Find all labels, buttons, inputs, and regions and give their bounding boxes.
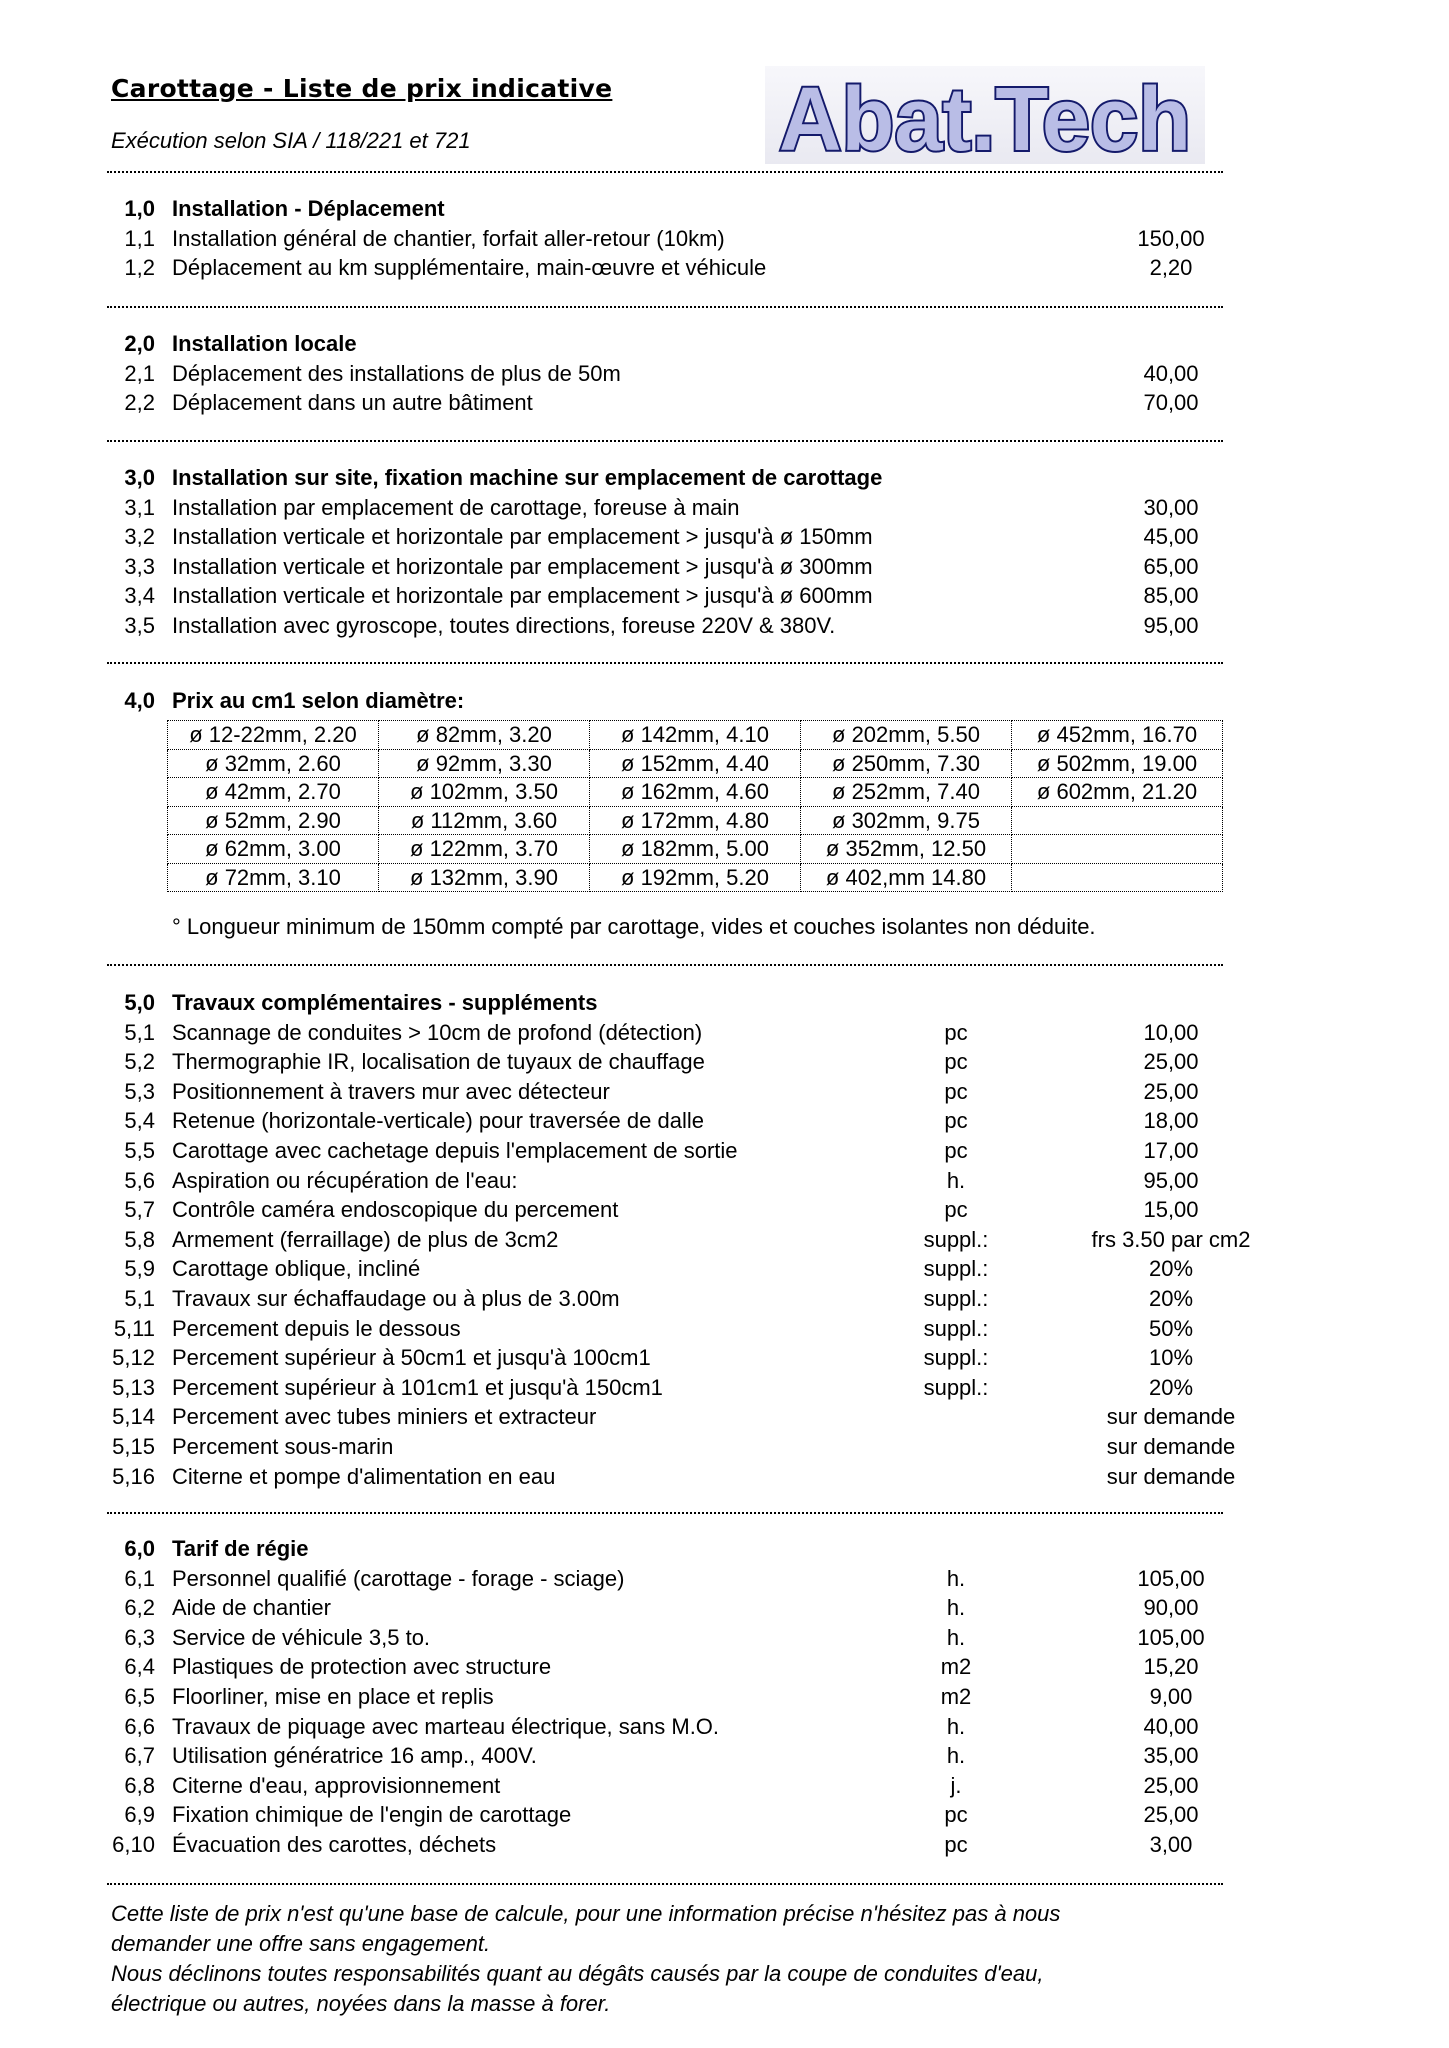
item-description: Plastiques de protection avec structure [172, 1654, 552, 1680]
section-prix-diametre [111, 686, 1223, 716]
price-row [111, 1432, 1236, 1462]
item-number: 5,6 [124, 1167, 155, 1193]
item-description: Déplacement au km supplémentaire, main-œuvre et véhicule [172, 255, 767, 281]
item-unit: pc [944, 1197, 968, 1223]
item-description: Aide de chantier [172, 1595, 331, 1621]
item-price: sur demande [1106, 1404, 1236, 1430]
item-price: 25,00 [1143, 1772, 1199, 1798]
item-unit: h. [946, 1624, 966, 1650]
item-number: 3,3 [124, 553, 155, 579]
item-price: 85,00 [1143, 583, 1199, 609]
item-unit: h. [946, 1565, 966, 1591]
section-heading: 3,0 Installation sur site, fixation machine sur emplacement de carottage [124, 465, 883, 490]
table-cell: ø 62mm, 3.00 [168, 835, 379, 864]
item-number: 6,2 [124, 1595, 155, 1621]
price-row [111, 581, 1223, 611]
item-price: 70,00 [1143, 390, 1199, 416]
item-unit: suppl.: [923, 1256, 989, 1282]
table-cell [1012, 835, 1223, 864]
item-number: 6,4 [124, 1654, 155, 1680]
table-cell: ø 602mm, 21.20 [1012, 778, 1223, 807]
price-row [111, 1077, 1223, 1107]
table-cell [1012, 806, 1223, 835]
price-row [111, 611, 1223, 641]
page-subtitle: Exécution selon SIA / 118/221 et 721 [111, 128, 471, 153]
item-description: Travaux de piquage avec marteau électrique, sans M.O. [172, 1713, 720, 1739]
divider [107, 1883, 1223, 1885]
item-unit: pc [944, 1019, 968, 1045]
table-cell [1012, 863, 1223, 892]
price-row [111, 1136, 1223, 1166]
item-description: Fixation chimique de l'engin de carottage [172, 1802, 572, 1828]
item-number: 5,9 [124, 1256, 155, 1282]
item-price: 105,00 [1137, 1565, 1205, 1591]
item-number: 5,15 [112, 1433, 155, 1459]
item-unit: h. [946, 1167, 966, 1193]
price-row [111, 522, 1223, 552]
item-unit: pc [944, 1831, 968, 1857]
section-installation-site [111, 463, 1223, 641]
item-description: Contrôle caméra endoscopique du percement [172, 1197, 619, 1223]
price-row [111, 1106, 1223, 1136]
item-number: 2,2 [124, 390, 155, 416]
table-cell: ø 92mm, 3.30 [379, 749, 590, 778]
item-description: Déplacement des installations de plus de 50m [172, 360, 621, 386]
table-row [168, 863, 1223, 892]
item-unit: suppl.: [923, 1226, 989, 1252]
section-installation-deplacement [111, 194, 1223, 283]
item-price: 25,00 [1143, 1049, 1199, 1075]
price-row [111, 224, 1223, 254]
table-cell: ø 192mm, 5.20 [590, 863, 801, 892]
price-row [111, 1593, 1223, 1623]
divider [107, 440, 1223, 442]
item-unit: suppl.: [923, 1315, 989, 1341]
item-unit: suppl.: [923, 1345, 989, 1371]
table-cell: ø 250mm, 7.30 [801, 749, 1012, 778]
item-price: 90,00 [1143, 1595, 1199, 1621]
item-price: 18,00 [1143, 1108, 1199, 1134]
table-cell: ø 12-22mm, 2.20 [168, 721, 379, 750]
item-description: Installation général de chantier, forfait aller-retour (10km) [172, 225, 725, 251]
item-description: Floorliner, mise en place et replis [172, 1683, 494, 1709]
item-price: 17,00 [1143, 1137, 1199, 1163]
price-row [111, 1712, 1223, 1742]
item-unit: m2 [940, 1654, 972, 1680]
item-price: frs 3.50 par cm2 [1091, 1226, 1251, 1252]
table-row [168, 749, 1223, 778]
item-price: 20% [1148, 1256, 1194, 1282]
price-row [111, 1284, 1223, 1314]
section-tarif-regie [111, 1534, 1223, 1860]
disclaimer-line: électrique ou autres, noyées dans la masse à forer. [111, 1991, 611, 2016]
item-price: 20% [1148, 1374, 1194, 1400]
table-cell: ø 122mm, 3.70 [379, 835, 590, 864]
item-description: Installation avec gyroscope, toutes directions, foreuse 220V & 380V. [172, 612, 836, 638]
section-installation-locale [111, 329, 1223, 418]
item-description: Positionnement à travers mur avec détecteur [172, 1078, 610, 1104]
item-description: Citerne et pompe d'alimentation en eau [172, 1463, 556, 1489]
table-cell: ø 202mm, 5.50 [801, 721, 1012, 750]
item-description: Utilisation génératrice 16 amp., 400V. [172, 1743, 537, 1769]
table-cell: ø 52mm, 2.90 [168, 806, 379, 835]
item-number: 1,1 [124, 225, 155, 251]
item-unit: j. [950, 1772, 962, 1798]
divider [107, 1512, 1223, 1514]
price-row [111, 1741, 1223, 1771]
item-price: sur demande [1106, 1463, 1236, 1489]
item-unit: suppl.: [923, 1374, 989, 1400]
item-price: 50% [1148, 1315, 1194, 1341]
item-description: Carottage avec cachetage depuis l'emplacement de sortie [172, 1137, 738, 1163]
section-travaux-complementaires [111, 988, 1251, 1491]
item-unit: pc [944, 1078, 968, 1104]
item-description: Carottage oblique, incliné [172, 1256, 421, 1282]
item-description: Évacuation des carottes, déchets [172, 1831, 497, 1857]
item-price: 9,00 [1149, 1683, 1193, 1709]
disclaimer [111, 1899, 1221, 2019]
item-description: Déplacement dans un autre bâtiment [172, 390, 533, 416]
price-row [111, 1564, 1223, 1594]
divider [107, 306, 1223, 308]
item-description: Retenue (horizontale-verticale) pour traversée de dalle [172, 1108, 704, 1134]
table-cell: ø 32mm, 2.60 [168, 749, 379, 778]
item-description: Armement (ferraillage) de plus de 3cm2 [172, 1226, 559, 1252]
table-cell: ø 402,mm 14.80 [801, 863, 1012, 892]
item-description: Installation verticale et horizontale par emplacement > jusqu'à ø 150mm [172, 524, 873, 550]
table-cell: ø 252mm, 7.40 [801, 778, 1012, 807]
item-unit: h. [946, 1743, 966, 1769]
item-price: 45,00 [1143, 524, 1199, 550]
item-number: 6,5 [124, 1683, 155, 1709]
item-number: 5,16 [112, 1463, 155, 1489]
item-number: 5,13 [112, 1374, 155, 1400]
item-description: Percement avec tubes miniers et extracteur [172, 1404, 597, 1430]
item-number: 6,6 [124, 1713, 155, 1739]
item-number: 6,10 [112, 1831, 155, 1857]
item-description: Percement supérieur à 50cm1 et jusqu'à 100cm1 [172, 1345, 651, 1371]
item-number: 5,8 [124, 1226, 155, 1252]
item-unit: pc [944, 1049, 968, 1075]
table-row [168, 835, 1223, 864]
price-row [111, 1314, 1223, 1344]
divider [107, 662, 1223, 664]
price-row [111, 1225, 1251, 1255]
item-description: Percement depuis le dessous [172, 1315, 461, 1341]
item-number: 5,11 [113, 1315, 155, 1341]
item-number: 5,5 [124, 1137, 155, 1163]
disclaimer-line: Nous déclinons toutes responsabilités quant au dégâts causés par la coupe de conduites d'eau, [111, 1961, 1044, 1986]
item-description: Service de véhicule 3,5 to. [172, 1624, 431, 1650]
table-cell: ø 112mm, 3.60 [379, 806, 590, 835]
table-row [168, 721, 1223, 750]
section-heading: 6,0 Tarif de régie [124, 1536, 309, 1561]
price-row [111, 1830, 1223, 1860]
item-number: 5,12 [112, 1345, 155, 1371]
item-description: Citerne d'eau, approvisionnement [172, 1772, 501, 1798]
item-price: 65,00 [1143, 553, 1199, 579]
item-price: 2,20 [1149, 255, 1193, 281]
table-cell: ø 152mm, 4.40 [590, 749, 801, 778]
item-description: Aspiration ou récupération de l'eau: [172, 1167, 518, 1193]
item-price: 10% [1148, 1345, 1194, 1371]
item-unit: pc [944, 1802, 968, 1828]
price-row [111, 253, 1223, 283]
price-row [111, 388, 1223, 418]
price-row [111, 552, 1223, 582]
section-heading: 4,0 Prix au cm1 selon diamètre: [124, 688, 465, 713]
diameter-price-table [167, 720, 1223, 892]
item-unit: suppl.: [923, 1285, 989, 1311]
table-cell: ø 72mm, 3.10 [168, 863, 379, 892]
item-price: 20% [1148, 1285, 1194, 1311]
item-number: 5,1 [124, 1285, 155, 1311]
item-price: 95,00 [1143, 612, 1199, 638]
item-description: Thermographie IR, localisation de tuyaux de chauffage [172, 1049, 705, 1075]
table-cell: ø 162mm, 4.60 [590, 778, 801, 807]
item-number: 5,14 [112, 1404, 155, 1430]
item-price: 3,00 [1149, 1831, 1193, 1857]
item-number: 6,3 [124, 1624, 155, 1650]
disclaimer-line: Cette liste de prix n'est qu'une base de calcule, pour une information précise n'hésitez pas à nous [111, 1901, 1061, 1926]
table-cell: ø 102mm, 3.50 [379, 778, 590, 807]
table-cell: ø 82mm, 3.20 [379, 721, 590, 750]
item-unit: m2 [940, 1683, 972, 1709]
price-row [111, 1373, 1223, 1403]
section-heading: 2,0 Installation locale [124, 331, 357, 356]
section-heading: 1,0 Installation - Déplacement [124, 196, 445, 221]
item-price: 35,00 [1143, 1743, 1199, 1769]
item-number: 6,1 [124, 1565, 155, 1591]
item-price: 10,00 [1143, 1019, 1199, 1045]
item-number: 6,9 [124, 1802, 155, 1828]
price-row [111, 1682, 1223, 1712]
price-row [111, 1462, 1236, 1492]
table-cell: ø 352mm, 12.50 [801, 835, 1012, 864]
price-row [111, 1047, 1223, 1077]
item-number: 3,5 [124, 612, 155, 638]
item-unit: pc [944, 1108, 968, 1134]
item-unit: pc [944, 1137, 968, 1163]
item-description: Travaux sur échaffaudage ou à plus de 3.00m [172, 1285, 620, 1311]
item-number: 1,2 [124, 255, 155, 281]
section-heading: 5,0 Travaux complémentaires - suppléments [124, 990, 598, 1015]
item-number: 5,1 [124, 1019, 155, 1045]
item-unit: h. [946, 1595, 966, 1621]
item-price: 25,00 [1143, 1802, 1199, 1828]
price-row [111, 1018, 1223, 1048]
item-description: Scannage de conduites > 10cm de profond (détection) [172, 1019, 703, 1045]
table-cell: ø 42mm, 2.70 [168, 778, 379, 807]
item-price: 150,00 [1137, 225, 1205, 251]
divider [107, 171, 1223, 173]
price-row [111, 1800, 1223, 1830]
item-price: 25,00 [1143, 1078, 1199, 1104]
price-row [111, 1195, 1223, 1225]
price-row [111, 1771, 1223, 1801]
item-number: 3,4 [124, 583, 155, 609]
item-price: sur demande [1106, 1433, 1236, 1459]
price-row [111, 1623, 1223, 1653]
item-price: 40,00 [1143, 1713, 1199, 1739]
item-number: 3,1 [124, 494, 155, 520]
item-unit: h. [946, 1713, 966, 1739]
company-logo [765, 66, 1205, 164]
item-description: Installation verticale et horizontale par emplacement > jusqu'à ø 300mm [172, 553, 873, 579]
table-row [168, 806, 1223, 835]
item-description: Percement supérieur à 101cm1 et jusqu'à 150cm1 [172, 1374, 663, 1400]
table-cell: ø 132mm, 3.90 [379, 863, 590, 892]
divider [107, 964, 1223, 966]
item-number: 5,7 [124, 1197, 155, 1223]
table-cell: ø 502mm, 19.00 [1012, 749, 1223, 778]
item-price: 95,00 [1143, 1167, 1199, 1193]
item-number: 5,4 [124, 1108, 155, 1134]
table-cell: ø 452mm, 16.70 [1012, 721, 1223, 750]
price-row [111, 1254, 1223, 1284]
item-price: 15,00 [1143, 1197, 1199, 1223]
disclaimer-line: demander une offre sans engagement. [111, 1931, 491, 1956]
item-price: 15,20 [1143, 1654, 1199, 1680]
table-note: ° Longueur minimum de 150mm compté par carottage, vides et couches isolantes non déduite. [172, 914, 1096, 939]
item-number: 2,1 [124, 360, 155, 386]
price-row [111, 1402, 1236, 1432]
logo-text: Abat.Tech [779, 70, 1191, 164]
price-row [111, 1166, 1223, 1196]
table-cell: ø 302mm, 9.75 [801, 806, 1012, 835]
item-description: Installation par emplacement de carottage, foreuse à main [172, 494, 740, 520]
item-number: 3,2 [124, 524, 155, 550]
table-row [168, 778, 1223, 807]
table-cell: ø 172mm, 4.80 [590, 806, 801, 835]
item-price: 30,00 [1143, 494, 1199, 520]
price-row [111, 359, 1223, 389]
price-row [111, 1343, 1223, 1373]
item-number: 6,8 [124, 1772, 155, 1798]
table-cell: ø 142mm, 4.10 [590, 721, 801, 750]
item-price: 40,00 [1143, 360, 1199, 386]
item-description: Personnel qualifié (carottage - forage - sciage) [172, 1565, 625, 1591]
price-row [111, 493, 1223, 523]
table-cell: ø 182mm, 5.00 [590, 835, 801, 864]
item-price: 105,00 [1137, 1624, 1205, 1650]
item-number: 6,7 [124, 1743, 155, 1769]
item-description: Percement sous-marin [172, 1433, 394, 1459]
page-title: Carottage - Liste de prix indicative [111, 74, 613, 103]
item-description: Installation verticale et horizontale par emplacement > jusqu'à ø 600mm [172, 583, 873, 609]
price-row [111, 1652, 1223, 1682]
item-number: 5,3 [124, 1078, 155, 1104]
item-number: 5,2 [124, 1049, 155, 1075]
